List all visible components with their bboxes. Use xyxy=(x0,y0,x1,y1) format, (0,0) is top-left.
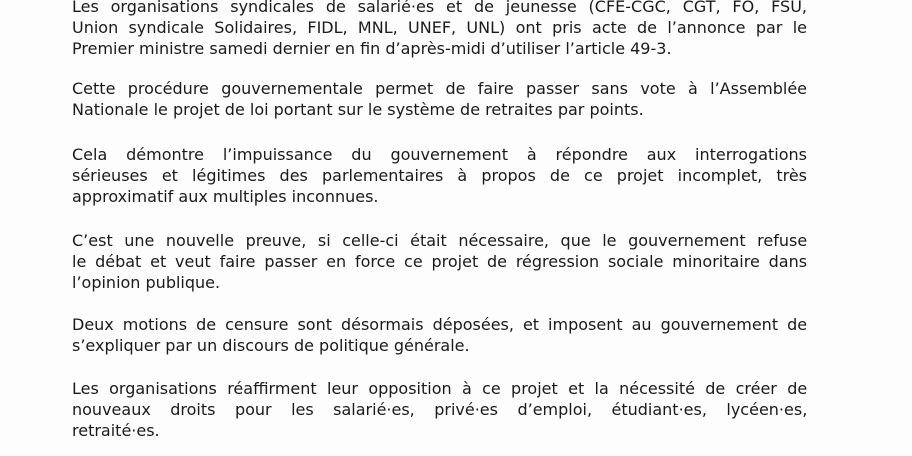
paragraph-3 xyxy=(72,144,807,207)
paragraph-1-line-2: Union syndicale Solidaires, FIDL, MNL, UNEF, UNL) ont pris acte de l’annonce par le xyxy=(72,18,807,37)
paragraph-1 xyxy=(72,0,807,59)
paragraph-3-line-1: Cela démontre l’impuissance du gouvernement à répondre aux interrogations xyxy=(72,145,807,164)
paragraph-5-line-1: Deux motions de censure sont désormais déposées, et imposent au gouvernement de xyxy=(72,315,808,334)
paragraph-6-line-3: retraité·es. xyxy=(72,421,160,440)
paragraph-4 xyxy=(72,230,807,293)
paragraph-3-line-3: approximatif aux multiples inconnues. xyxy=(72,187,379,206)
paragraph-2-line-1: Cette procédure gouvernementale permet de faire passer sans vote à l’Assemblée xyxy=(72,79,807,98)
paragraph-6 xyxy=(72,378,807,441)
paragraph-1-line-1: Les organisations syndicales de salarié·es et de jeunesse (CFE-CGC, CGT, FO, FSU, xyxy=(72,0,807,16)
paragraph-4-line-1: C’est une nouvelle preuve, si celle-ci était nécessaire, que le gouvernement refuse xyxy=(72,231,808,250)
paragraph-5 xyxy=(72,314,807,356)
paragraph-5-line-2: s’expliquer par un discours de politique générale. xyxy=(72,336,470,355)
paragraph-6-line-1: Les organisations réaffirment leur opposition à ce projet et la nécessité de créer de xyxy=(72,379,808,398)
paragraph-3-line-2: sérieuses et légitimes des parlementaires à propos de ce projet incomplet, très xyxy=(72,166,807,185)
paragraph-4-line-3: l’opinion publique. xyxy=(72,273,221,292)
paragraph-4-line-2: le débat et veut faire passer en force ce projet de régression sociale minoritaire dans xyxy=(72,252,808,271)
paragraph-6-line-2: nouveaux droits pour les salarié·es, privé·es d’emploi, étudiant·es, lycéen·es, xyxy=(72,400,808,419)
paragraph-2 xyxy=(72,78,807,120)
paragraph-1-line-3: Premier ministre samedi dernier en fin d’après-midi d’utiliser l’article 49-3. xyxy=(72,39,672,58)
paragraph-2-line-2: Nationale le projet de loi portant sur le système de retraites par points. xyxy=(72,100,644,119)
